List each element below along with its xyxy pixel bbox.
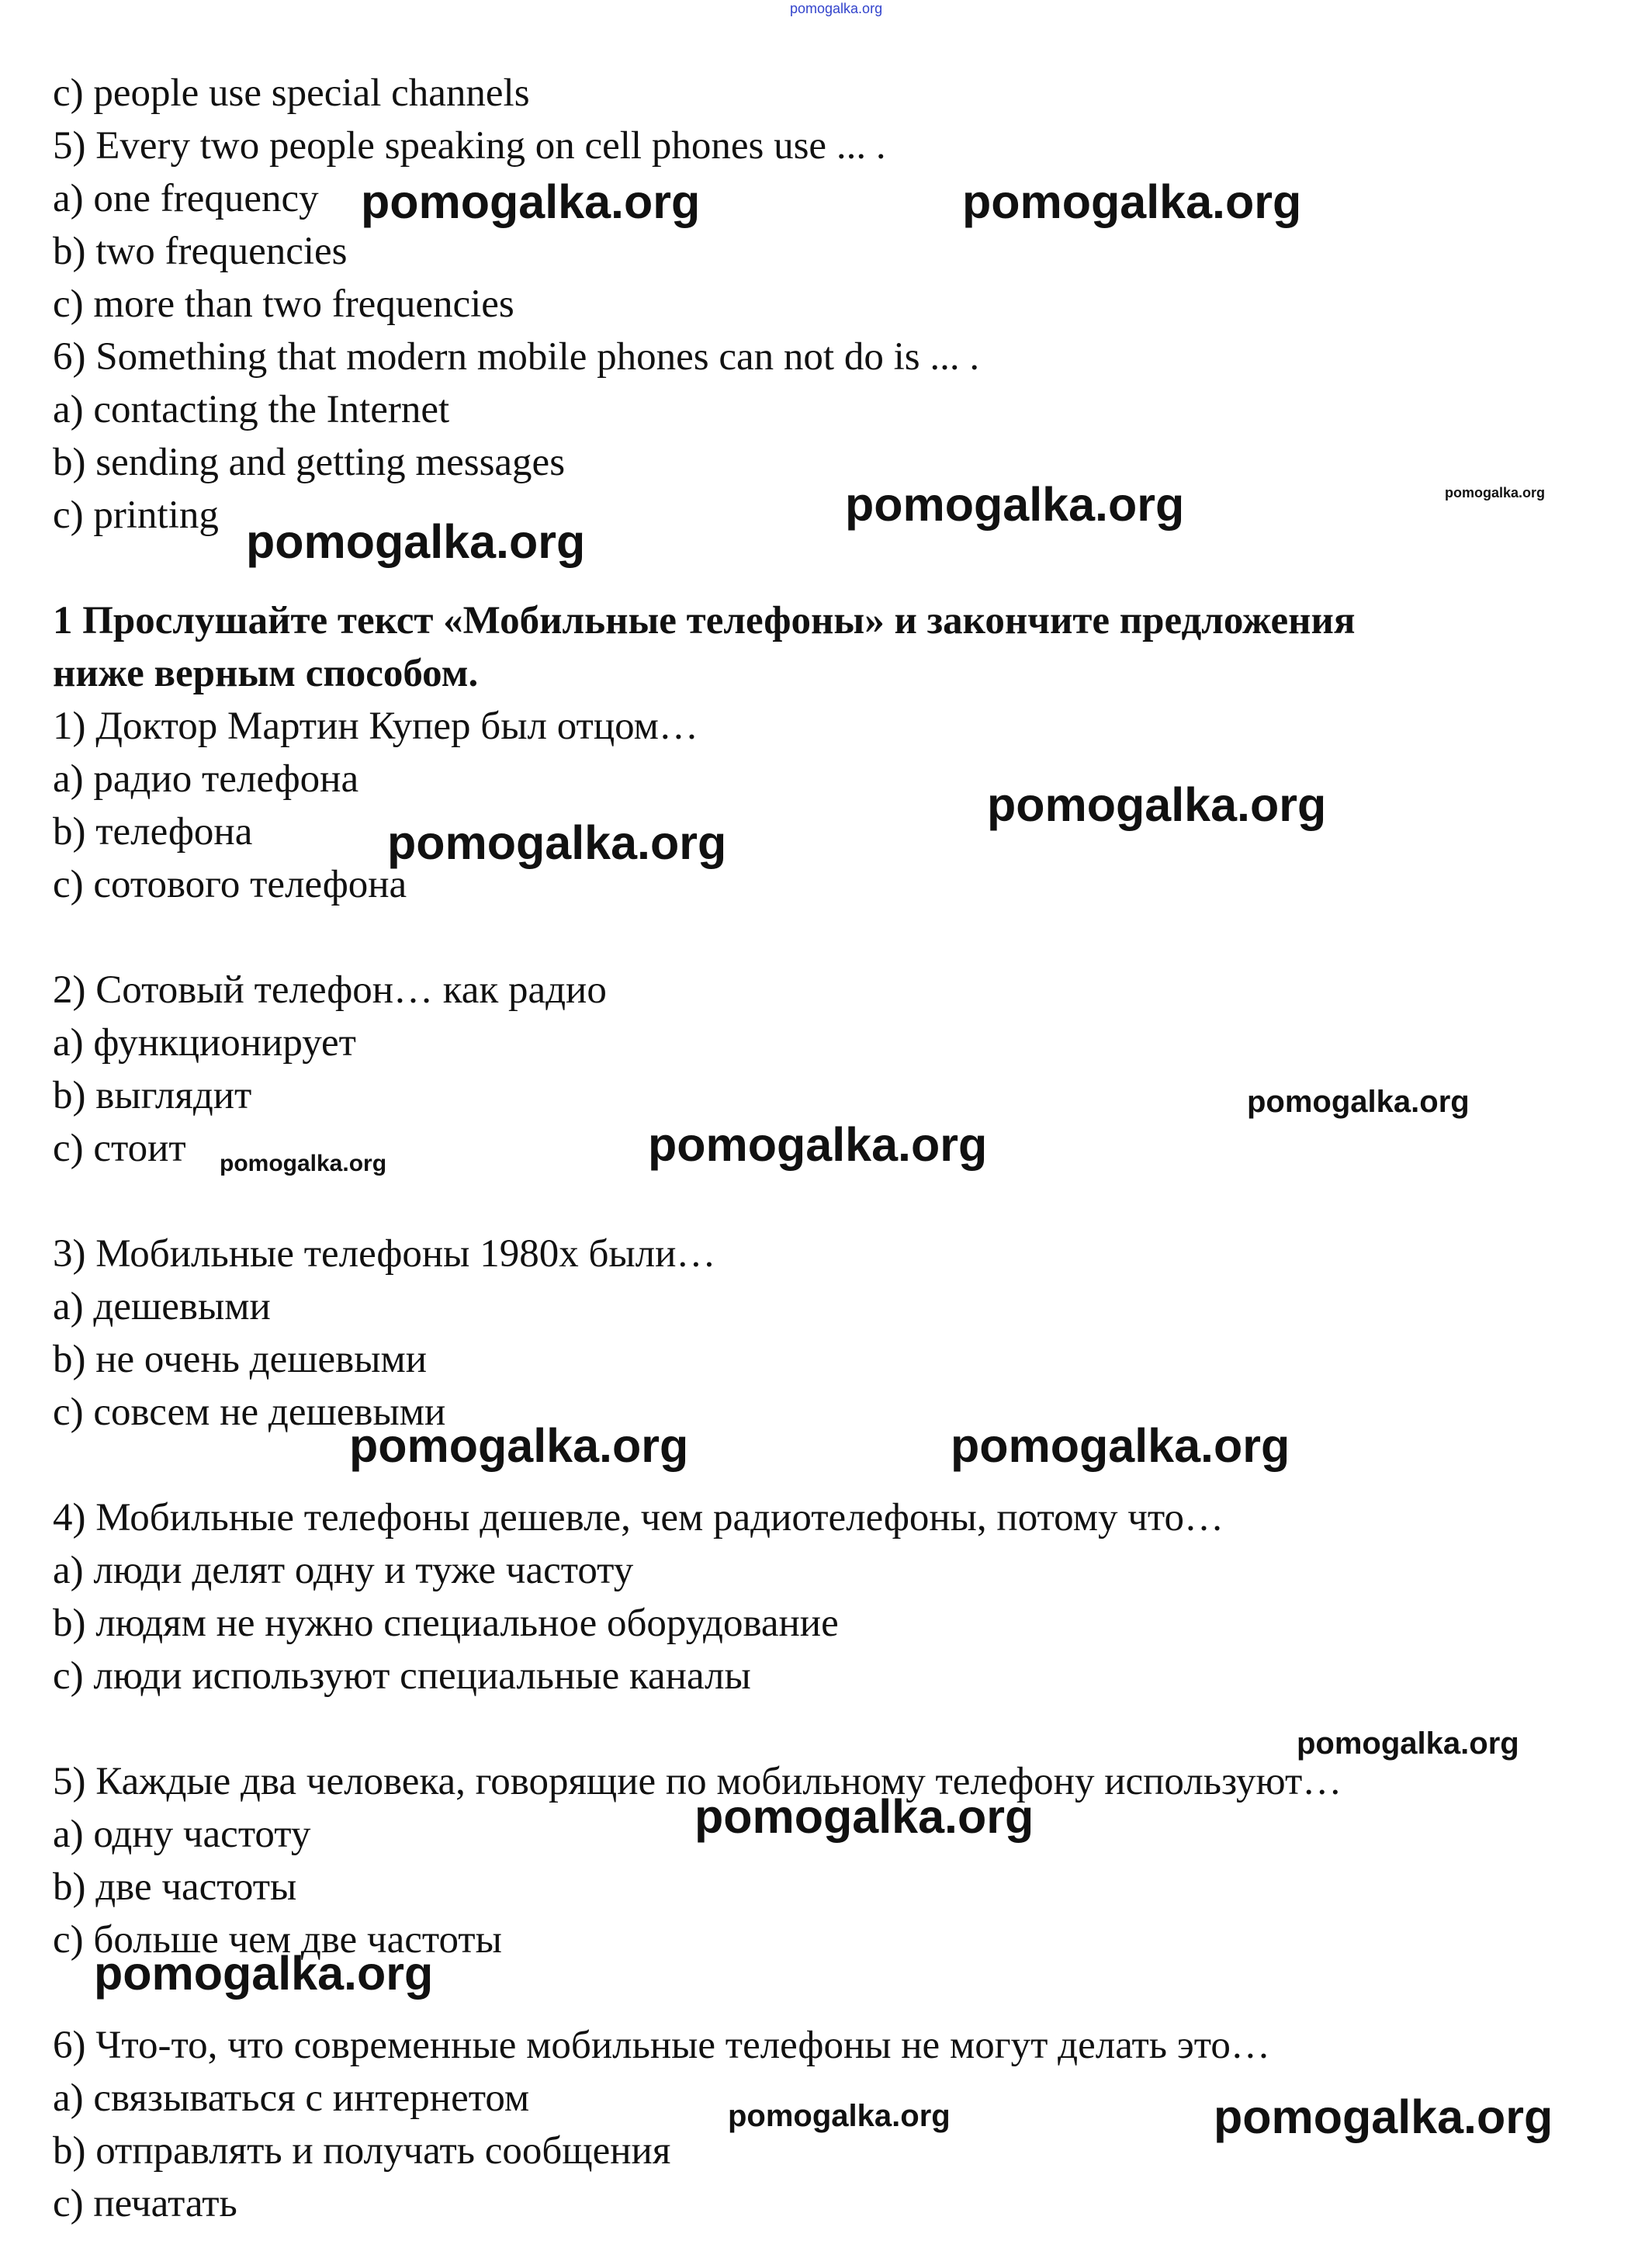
option: c) печатать — [53, 2182, 237, 2225]
watermark: pomogalka.org — [361, 175, 701, 228]
english-option: b) two frequencies — [53, 230, 348, 273]
option: a) связываться с интернетом — [53, 2076, 530, 2120]
watermark: pomogalka.org — [94, 1947, 434, 2000]
question: 3) Мобильные телефоны 1980х были… — [53, 1232, 716, 1276]
option: a) дешевыми — [53, 1285, 271, 1328]
question: 6) Что-то, что современные мобильные телефоны не могут делать это… — [53, 2024, 1270, 2067]
english-line: c) people use special channels — [53, 71, 530, 115]
option: b) выглядит — [53, 1074, 252, 1117]
question: 1) Доктор Мартин Купер был отцом… — [53, 705, 698, 748]
english-option: a) one frequency — [53, 177, 319, 220]
option: b) отправлять и получать сообщения — [53, 2129, 671, 2173]
english-option: c) printing — [53, 494, 219, 537]
watermark: pomogalka.org — [728, 2099, 951, 2133]
question: 4) Мобильные телефоны дешевле, чем радиотелефоны, потому что… — [53, 1496, 1224, 1539]
english-option: a) contacting the Internet — [53, 388, 450, 431]
watermark: pomogalka.org — [387, 816, 727, 869]
option: a) одну частоту — [53, 1813, 311, 1856]
option: b) не очень дешевыми — [53, 1338, 428, 1381]
watermark: pomogalka.org — [1247, 1085, 1470, 1119]
option: b) две частоты — [53, 1865, 297, 1909]
watermark: pomogalka.org — [962, 175, 1302, 228]
option: c) стоит — [53, 1127, 186, 1170]
watermark: pomogalka.org — [1445, 485, 1546, 500]
option: c) люди используют специальные каналы — [53, 1654, 751, 1698]
option: b) людям не нужно специальное оборудование — [53, 1602, 839, 1645]
watermark: pomogalka.org — [349, 1419, 689, 1472]
task-heading: 1 Прослушайте текст «Мобильные телефоны» и закончите предложения — [53, 599, 1356, 642]
watermark: pomogalka.org — [987, 778, 1327, 831]
option: a) люди делят одну и туже частоту — [53, 1549, 634, 1592]
english-option: c) more than two frequencies — [53, 282, 514, 326]
option: c) сотового телефона — [53, 863, 407, 906]
watermark: pomogalka.org — [220, 1151, 387, 1176]
english-question: 6) Something that modern mobile phones can not do is ... . — [53, 335, 980, 379]
task-heading: ниже верным способом. — [53, 652, 479, 695]
watermark: pomogalka.org — [694, 1790, 1034, 1843]
english-option: b) sending and getting messages — [53, 441, 566, 484]
watermark: pomogalka.org — [1297, 1726, 1519, 1761]
watermark: pomogalka.org — [951, 1419, 1290, 1472]
option: b) телефона — [53, 810, 253, 854]
english-question: 5) Every two people speaking on cell phones use ... . — [53, 124, 886, 168]
option: a) функционирует — [53, 1021, 356, 1065]
watermark: pomogalka.org — [845, 478, 1185, 531]
question: 2) Сотовый телефон… как радио — [53, 968, 607, 1012]
header-watermark: pomogalka.org — [790, 1, 883, 16]
watermark: pomogalka.org — [246, 515, 586, 568]
option: c) совсем не дешевыми — [53, 1391, 446, 1434]
option: c) больше чем две частоты — [53, 1918, 502, 1962]
question: 5) Каждые два человека, говорящие по мобильному телефону используют… — [53, 1760, 1342, 1803]
option: a) радио телефона — [53, 757, 359, 801]
watermark: pomogalka.org — [1214, 2090, 1553, 2143]
watermark: pomogalka.org — [648, 1118, 988, 1171]
